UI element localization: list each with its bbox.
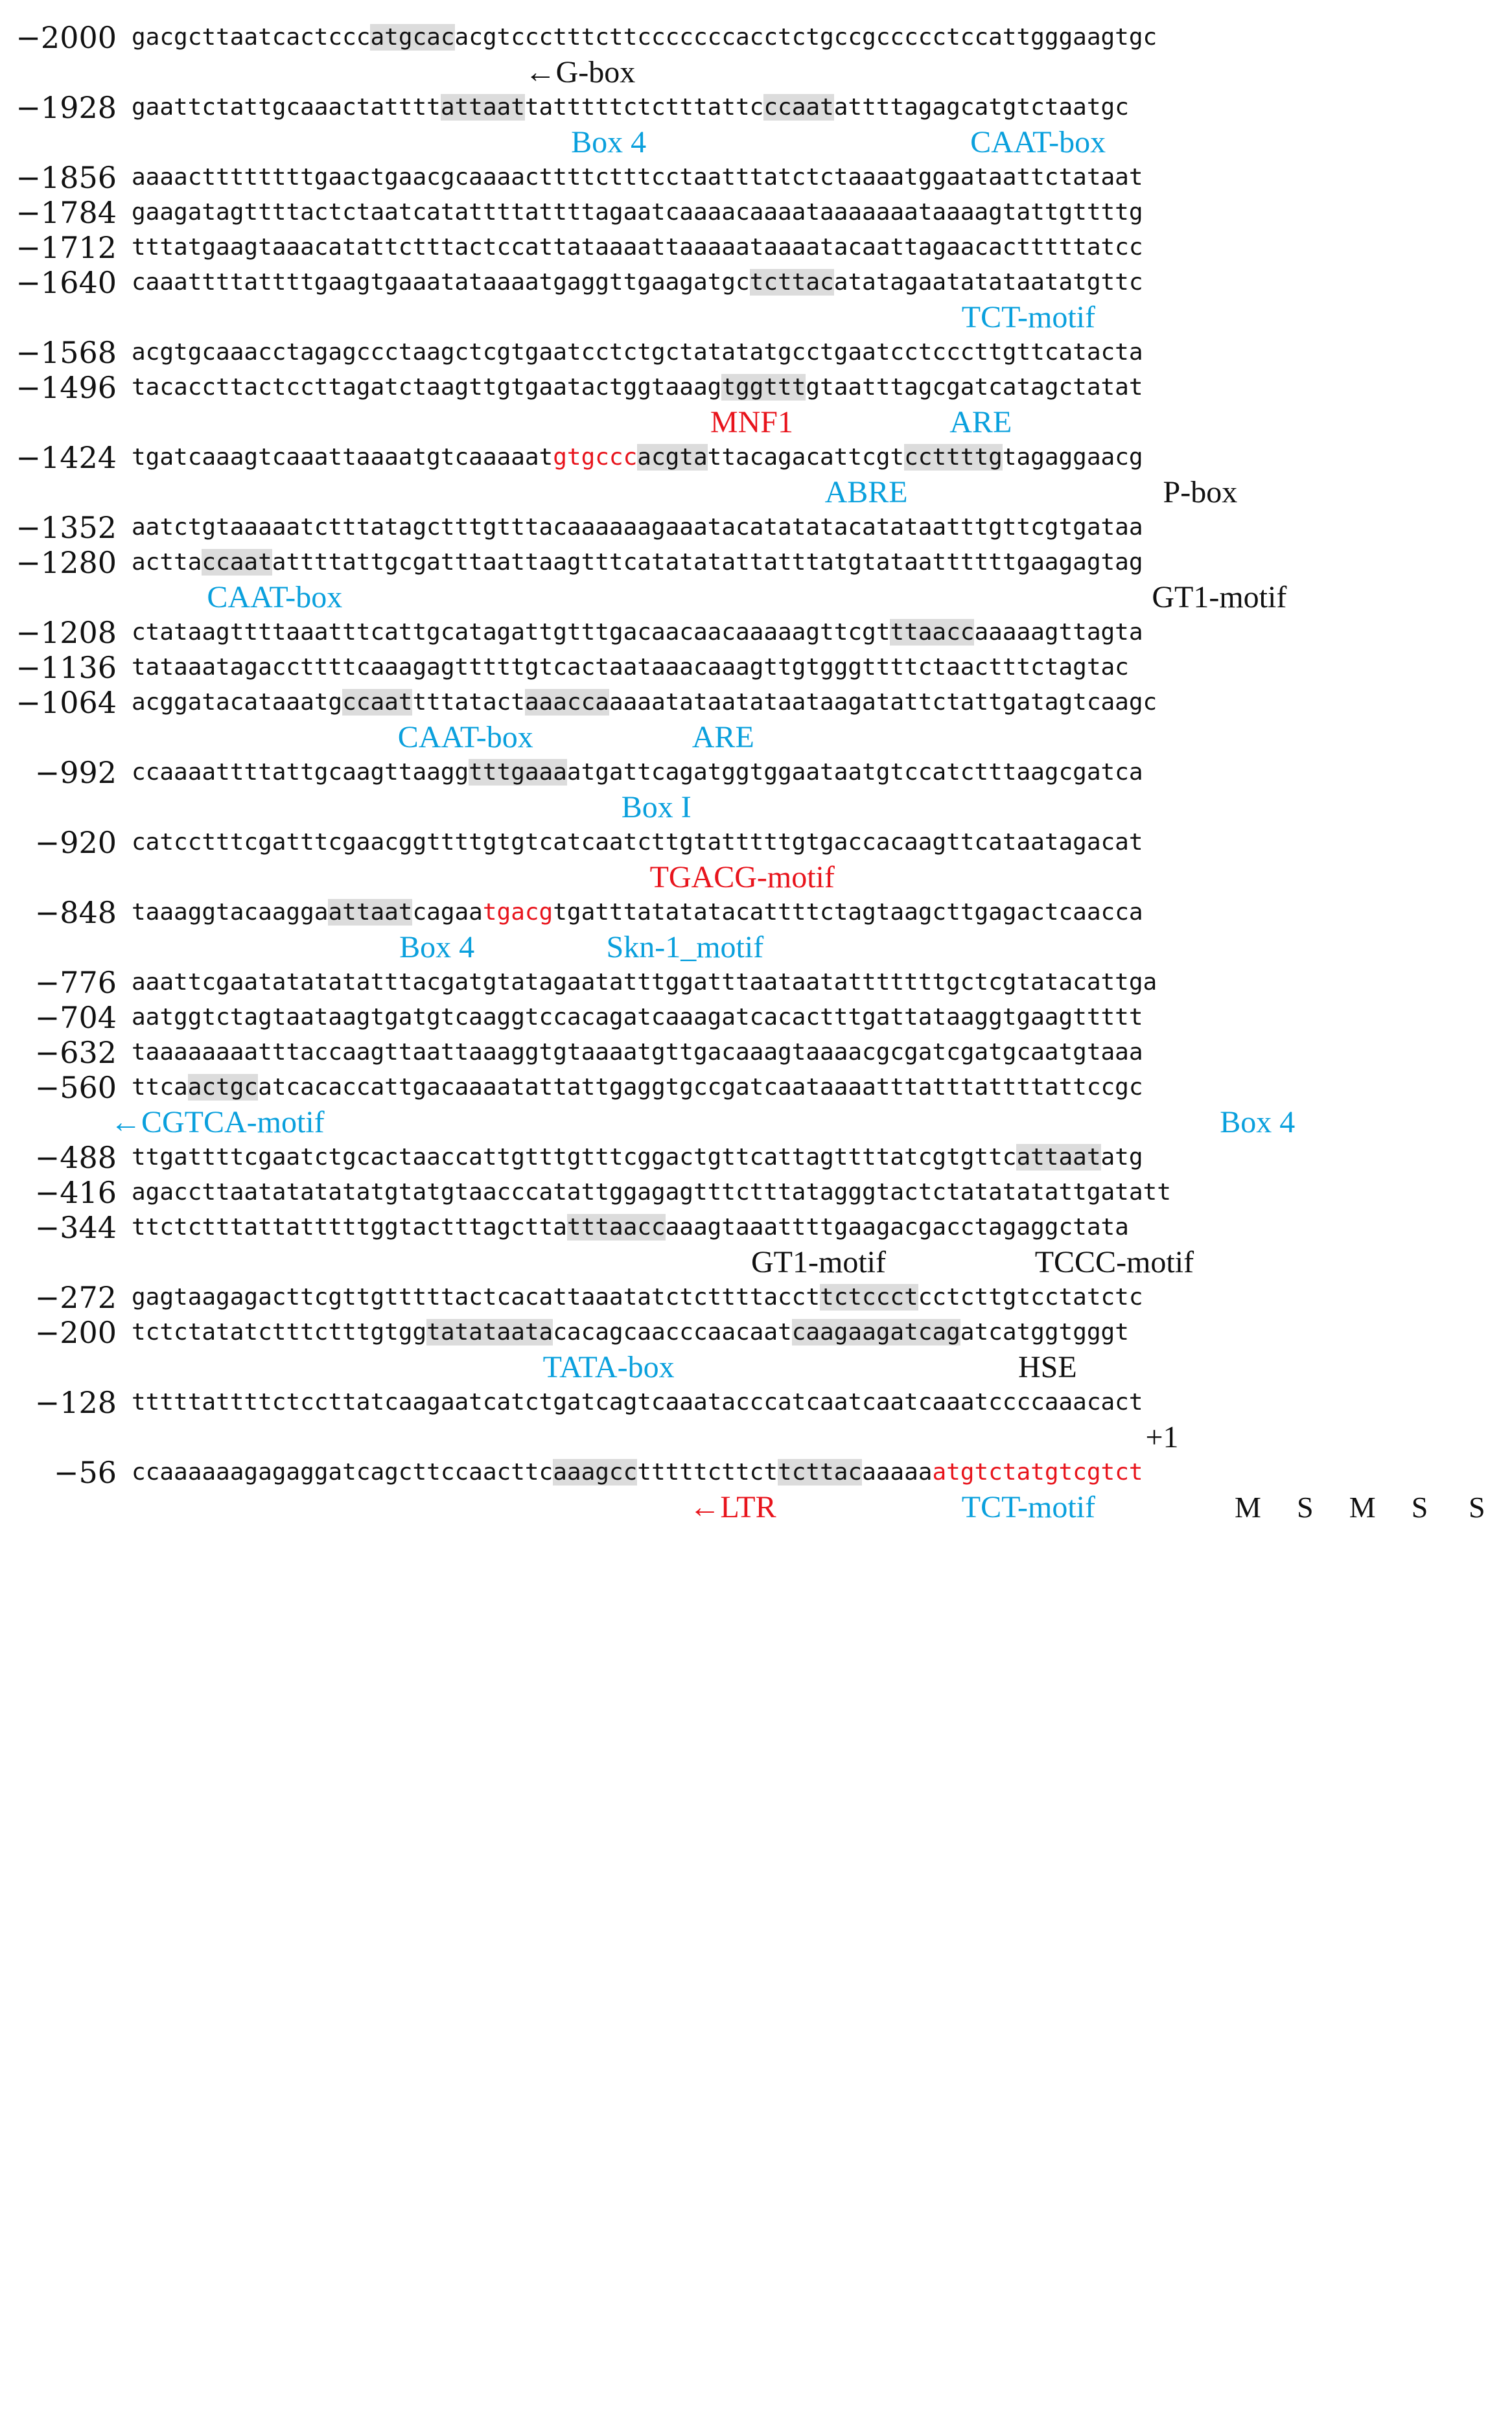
sequence-segment: atcacaccattgacaaaatattattgaggtgccgatcaataaaatttatttattttattccgc [258, 1074, 1143, 1101]
motif-highlight: ccaat [342, 689, 413, 716]
motif-label [543, 1348, 675, 1387]
position-number: −200 [34, 1315, 117, 1350]
motif-label-text: Box 4 [1220, 1105, 1296, 1139]
motif-highlight: ccaat [763, 94, 834, 121]
position-number: −920 [34, 825, 117, 860]
motif-label-text: GT1-motif [751, 1245, 886, 1279]
sequence-line [132, 613, 1506, 652]
sequence-segment: taaaaaaaatttaccaagttaattaaaggtgtaaaatgttgacaaagtaaaacgcgatcgatgcaatgtaaa [132, 1039, 1143, 1066]
sequence-line [132, 1068, 1506, 1107]
sequence-segment: agaccttaatatatatatgtatgtaacccatattggagagtttctttatagggtactctatatatattgatatt [132, 1179, 1171, 1206]
motif-highlight: attaat [328, 899, 413, 926]
motif-label-text: TCT-motif [961, 1490, 1095, 1524]
sequence-segment: atg [1100, 1144, 1143, 1171]
motif-label-text: P-box [1163, 475, 1238, 509]
sequence-segment: aaaaa [862, 1459, 933, 1486]
sequence-segment: atcatggtgggt [960, 1319, 1129, 1346]
sequence-line [132, 333, 1506, 372]
motif-label-text: Box I [621, 790, 692, 824]
sequence-segment: cacagcaacccaacaat [553, 1319, 792, 1346]
sequence-segment: acggatacataaatg [132, 689, 343, 716]
motif-label [962, 298, 1095, 337]
sequence-segment: ttgattttcgaatctgcactaaccattgtttgtttcggactgttcattagttttatcgtgttc [132, 1144, 1017, 1171]
position-number: −992 [34, 755, 117, 790]
red-sequence: gtgccc [553, 444, 638, 471]
sequence-line [132, 1138, 1506, 1177]
amino-acid-letter: S [1297, 1491, 1314, 1524]
position-number: −1496 [16, 370, 117, 405]
sequence-segment: atgattcagatggtggaataatgtccatctttaagcgatca [566, 759, 1143, 786]
position-number: −488 [34, 1140, 117, 1175]
motif-label [1035, 1243, 1194, 1282]
amino-acid-letter: S [1469, 1491, 1485, 1524]
sequence-line [132, 1208, 1506, 1247]
position-number: −1352 [16, 510, 117, 545]
motif-label-text: LTR [720, 1490, 776, 1524]
sequence-line [132, 263, 1506, 302]
motif-label-text: ARE [692, 720, 754, 754]
position-number: −632 [34, 1035, 117, 1070]
sequence-segment: tataaatagaccttttcaaagagtttttgtcactaataaacaaagttgtgggttttctaactttctagtac [132, 654, 1129, 681]
sequence-line [132, 648, 1506, 687]
motif-label-text: ARE [949, 405, 1012, 439]
motif-label [970, 123, 1106, 162]
motif-label [692, 718, 754, 757]
motif-highlight: tcttac [778, 1459, 863, 1486]
sequence-line [132, 193, 1506, 232]
arrow-left-icon: ← [524, 55, 556, 89]
motif-label [398, 718, 533, 757]
motif-label [689, 1488, 776, 1527]
position-number: −848 [34, 895, 117, 930]
motif-label-text: TATA-box [542, 1350, 675, 1384]
motif-highlight: tcttac [749, 269, 834, 296]
position-number: −1424 [16, 440, 117, 475]
motif-highlight: tttgaaa [469, 759, 567, 786]
sequence-segment: tgatttatatatacattttctagtaagcttgagactcaacca [553, 899, 1143, 926]
sequence-line [132, 1453, 1506, 1492]
position-number: −704 [34, 1000, 117, 1035]
motif-label-text: HSE [1018, 1350, 1077, 1384]
position-number: −56 [53, 1455, 117, 1490]
motif-label-text: CGTCA-motif [141, 1105, 325, 1139]
motif-label [1163, 473, 1238, 512]
motif-label [1220, 1103, 1295, 1142]
sequence-segment: actta [132, 549, 202, 576]
sequence-segment: tctctatatctttctttgtgg [132, 1319, 427, 1346]
sequence-line [132, 683, 1506, 722]
motif-label-text: Box 4 [399, 930, 475, 964]
position-number: −128 [34, 1385, 117, 1420]
position-number: −1280 [16, 545, 117, 580]
sequence-line [132, 508, 1506, 547]
sequence-segment: aaattcgaatatatatatttacgatgtatagaatatttggatttaataatatttttttgctcgtatacattga [132, 969, 1157, 996]
motif-label-text: G-box [555, 55, 636, 89]
amino-acid-letter: M [1235, 1491, 1261, 1524]
motif-label-text: Skn-1_motif [606, 930, 764, 964]
position-number: −1928 [16, 90, 117, 125]
sequence-segment: aatggtctagtaataagtgatgtcaaggtccacagatcaaagatcacactttgattataaggtgaagttttt [132, 1004, 1143, 1031]
sequence-line [132, 1173, 1506, 1212]
motif-label [607, 928, 764, 967]
motif-label [650, 858, 835, 897]
motif-highlight: caagaagatcag [791, 1319, 960, 1346]
motif-label [399, 928, 474, 967]
amino-acid-letter: S [1411, 1491, 1428, 1524]
motif-label [962, 1488, 1095, 1527]
sequence-segment: tatttttctctttattc [524, 94, 764, 121]
sequence-segment: aatctgtaaaaatctttatagctttgtttacaaaaaagaaatacatatatacatataatttgttcgtgataa [132, 514, 1143, 541]
red-sequence: tgacg [482, 899, 553, 926]
motif-highlight: tctccct [820, 1284, 918, 1311]
sequence-line [132, 1033, 1506, 1072]
motif-label-text: TCT-motif [961, 300, 1095, 334]
motif-label [525, 53, 636, 92]
sequence-segment: tttatact [412, 689, 525, 716]
sequence-line [132, 368, 1506, 407]
motif-label [949, 403, 1012, 442]
sequence-segment: tttatgaagtaaacatattctttactccattataaaattaaaaataaaatacaattagaacactttttatcc [132, 234, 1143, 261]
motif-highlight: ccaat [202, 549, 272, 576]
motif-label-text: Box 4 [571, 125, 647, 159]
sequence-segment: tttttcttct [637, 1459, 778, 1486]
motif-label [1152, 578, 1286, 617]
motif-highlight: ttaacc [890, 619, 975, 646]
motif-highlight: tatataata [426, 1319, 553, 1346]
motif-label-text: TCCC-motif [1034, 1245, 1194, 1279]
position-number: −1640 [16, 265, 117, 300]
red-sequence: atgtctatgtcgtct [932, 1459, 1143, 1486]
position-number: −1208 [16, 615, 117, 650]
motif-highlight: attaat [440, 94, 525, 121]
sequence-segment: aaaaagttagta [974, 619, 1143, 646]
sequence-line [132, 1278, 1506, 1317]
motif-highlight: attaat [1016, 1144, 1101, 1171]
sequence-line [132, 823, 1506, 862]
sequence-line [132, 753, 1506, 792]
motif-label [1018, 1348, 1077, 1387]
sequence-segment: catcctttcgatttcgaacggttttgtgtcatcaatcttgtatttttgtgaccacaagttcataatagacat [132, 829, 1143, 856]
position-number: −560 [34, 1070, 117, 1105]
sequence-line [132, 998, 1506, 1037]
sequence-segment: ttctctttattatttttggtactttagctta [132, 1214, 567, 1241]
sequence-segment: aaaatataatataataagatattctattgatagtcaagc [609, 689, 1157, 716]
sequence-segment: tagaggaacg [1002, 444, 1143, 471]
motif-highlight: acgta [637, 444, 708, 471]
sequence-line [132, 1313, 1506, 1352]
motif-label [110, 1103, 325, 1142]
sequence-line [132, 158, 1506, 197]
motif-label [207, 578, 342, 617]
sequence-segment: taaaggtacaagga [132, 899, 329, 926]
motif-highlight: ccttttg [904, 444, 1003, 471]
sequence-segment: caaattttattttgaagtgaaatataaaatgaggttgaagatgc [132, 269, 750, 296]
motif-highlight: tttaacc [566, 1214, 666, 1241]
motif-label-text: TGACG-motif [649, 860, 835, 894]
motif-label [751, 1243, 886, 1282]
motif-highlight: tggttt [721, 374, 806, 401]
sequence-segment: tttttattttctccttatcaagaatcatctgatcagtcaaatacccatcaatcaatcaaatccccaaacact [132, 1389, 1143, 1416]
sequence-line [132, 88, 1506, 127]
sequence-segment: aaaacttttttttgaactgaacgcaaaacttttctttcctaatttatctctaaaatggaataattctataat [132, 164, 1143, 191]
motif-label [710, 403, 793, 442]
position-number: −416 [34, 1175, 117, 1210]
sequence-segment: acgtgcaaacctagagccctaagctcgtgaatcctctgctatatatgcctgaatcctcccttgttcatacta [132, 339, 1143, 366]
motif-label-text: MNF1 [710, 405, 793, 439]
sequence-line [132, 1383, 1506, 1422]
sequence-segment: gagtaagagacttcgttgtttttactcacattaaatatctcttttacct [132, 1284, 820, 1311]
motif-highlight: aaagcc [553, 1459, 638, 1486]
motif-label [1145, 1418, 1178, 1457]
motif-label [622, 788, 692, 827]
sequence-segment: ctataagttttaaatttcattgcatagattgtttgacaacaacaaaaagttcgt [132, 619, 890, 646]
sequence-segment: gaagatagttttactctaatcatattttattttagaatcaaaacaaaataaaaaaataaaagtattgttttg [132, 199, 1143, 226]
position-number: −1064 [16, 685, 117, 720]
sequence-segment: tgatcaaagtcaaattaaaatgtcaaaaat [132, 444, 553, 471]
position-number: −1136 [16, 650, 117, 685]
sequence-segment: aaagtaaattttgaagacgacctagaggctata [665, 1214, 1129, 1241]
position-number: −1568 [16, 335, 117, 370]
sequence-segment: ccaaaattttattgcaagttaagg [132, 759, 469, 786]
arrow-left-icon: ← [689, 1490, 721, 1524]
sequence-segment: acgtccctttcttcccccccacctctgccgccccctccattgggaagtgc [454, 24, 1157, 51]
motif-label-text: CAAT-box [207, 580, 343, 614]
sequence-line [132, 438, 1506, 477]
arrow-left-icon: ← [110, 1105, 141, 1139]
sequence-segment: gtaatttagcgatcatagctatat [806, 374, 1143, 401]
sequence-segment: atatagaatatataatatgttc [833, 269, 1143, 296]
motif-highlight: actgc [187, 1074, 259, 1101]
sequence-line [132, 228, 1506, 267]
sequence-segment: tacaccttactccttagatctaagttgtgaatactggtaaag [132, 374, 722, 401]
amino-acid-letter: M [1349, 1491, 1376, 1524]
motif-label-text: CAAT-box [397, 720, 533, 754]
sequence-segment: ttca [132, 1074, 188, 1101]
sequence-segment: gaattctattgcaaactatttt [132, 94, 441, 121]
motif-highlight: aaacca [524, 689, 609, 716]
motif-label-text: +1 [1145, 1420, 1179, 1454]
motif-label-text: CAAT-box [970, 125, 1106, 159]
sequence-segment: attttattgcgatttaattaagtttcatatatattatttatgtataattttttgaagagtag [272, 549, 1143, 576]
position-number: −1784 [16, 195, 117, 230]
sequence-segment: cctcttgtcctatctc [918, 1284, 1143, 1311]
sequence-segment: ttacagacattcgt [707, 444, 905, 471]
position-number: −344 [34, 1210, 117, 1245]
sequence-line [132, 963, 1506, 1002]
position-number: −272 [34, 1280, 117, 1315]
sequence-segment: attttagagcatgtctaatgc [833, 94, 1129, 121]
sequence-line [132, 18, 1506, 57]
sequence-segment: cagaa [412, 899, 483, 926]
sequence-line [132, 543, 1506, 582]
position-number: −2000 [16, 20, 117, 55]
motif-label-text: ABRE [824, 475, 908, 509]
motif-label-text: GT1-motif [1152, 580, 1287, 614]
position-number: −776 [34, 965, 117, 1000]
position-number: −1856 [16, 160, 117, 195]
position-number: −1712 [16, 230, 117, 265]
motif-label [825, 473, 908, 512]
sequence-line [132, 893, 1506, 932]
motif-highlight: atgcac [370, 24, 455, 51]
sequence-segment: ccaaaaaagagaggatcagcttccaacttc [132, 1459, 553, 1486]
sequence-segment: gacgcttaatcactccc [132, 24, 371, 51]
motif-label [571, 123, 646, 162]
